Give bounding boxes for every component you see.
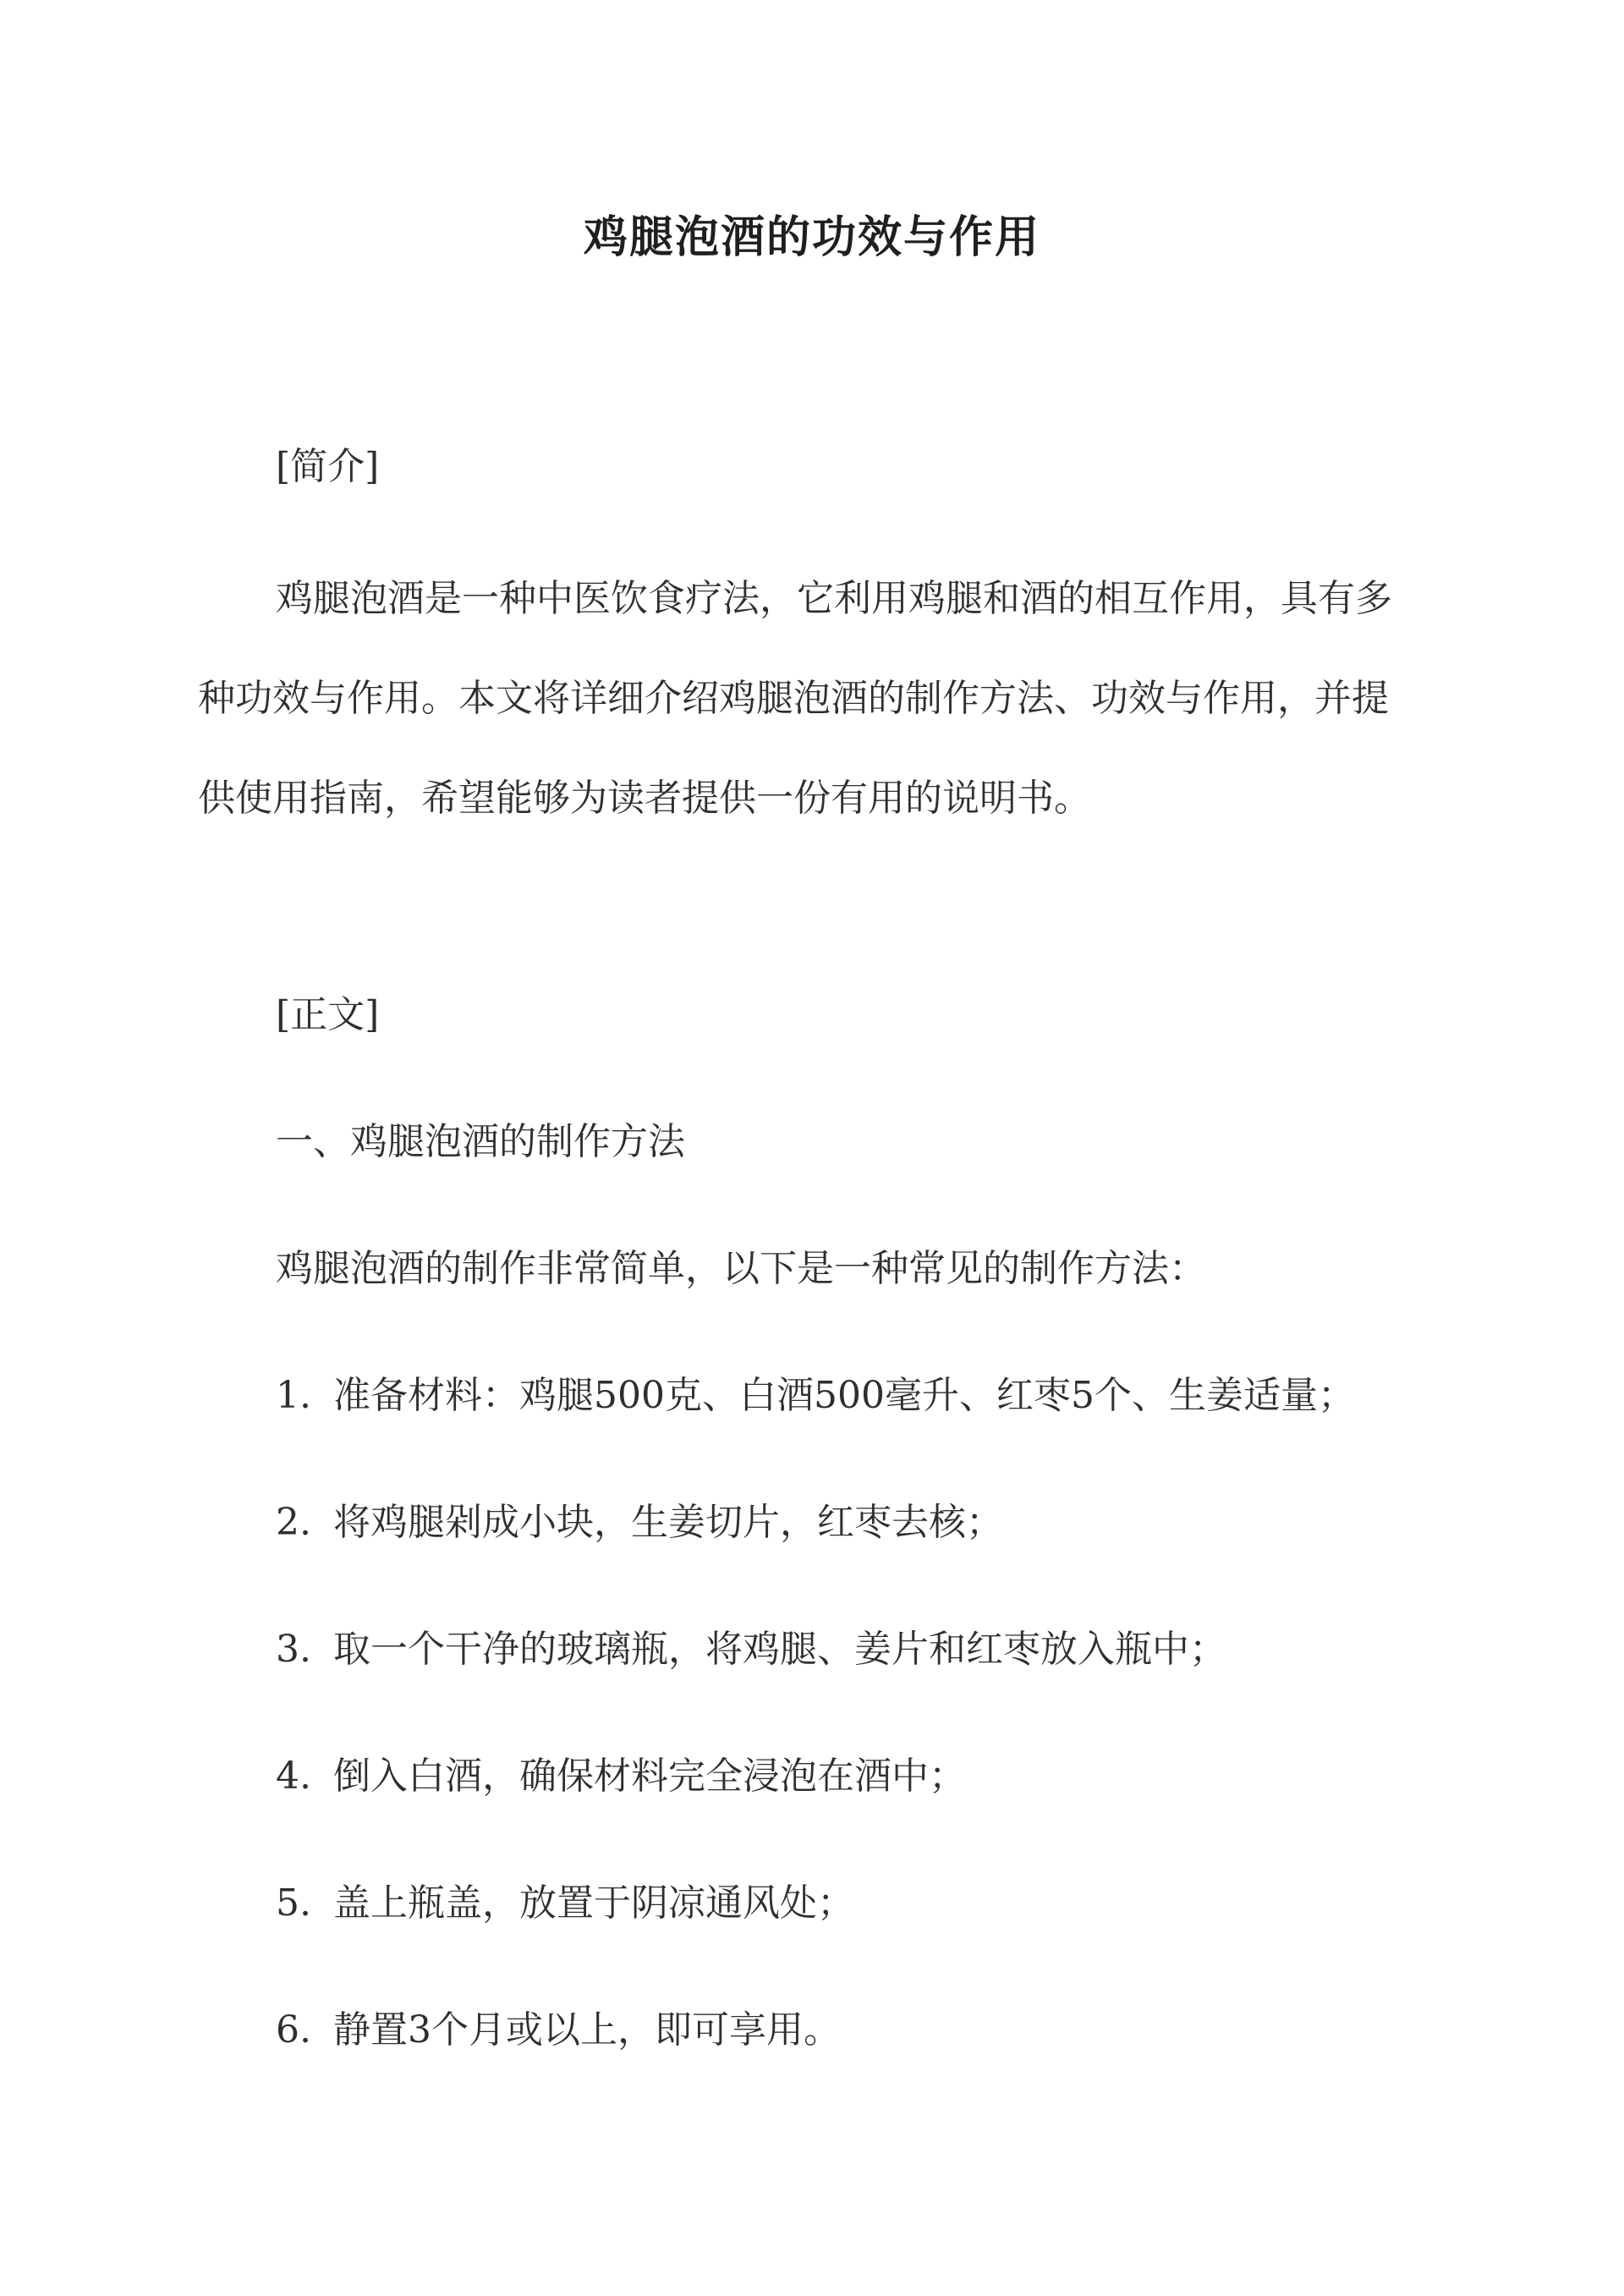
intro-line-1: 鸡腿泡酒是一种中医饮食疗法，它利用鸡腿和酒的相互作用，具有多	[276, 577, 1392, 620]
step-item	[276, 1751, 966, 1802]
step-number: 1.	[276, 1374, 311, 1417]
body-heading: [正文]	[276, 993, 380, 1036]
step-number: 5.	[276, 1881, 311, 1925]
step-item	[276, 1497, 1003, 1548]
step-item	[276, 1878, 854, 1929]
section-1-intro: 鸡腿泡酒的制作非常简单，以下是一种常见的制作方法：	[276, 1247, 1206, 1290]
step-text: 准备材料：鸡腿500克、白酒500毫升、红枣5个、生姜适量；	[333, 1374, 1355, 1417]
step-item	[276, 2005, 841, 2056]
step-text: 静置3个月或以上，即可享用。	[333, 2008, 841, 2052]
step-text: 盖上瓶盖，放置于阴凉通风处；	[333, 1881, 854, 1925]
step-text: 将鸡腿剁成小块，生姜切片，红枣去核；	[333, 1501, 1003, 1544]
step-number: 4.	[276, 1755, 311, 1798]
intro-line-3: 供使用指南，希望能够为读者提供一份有用的说明书。	[198, 777, 1091, 820]
step-item	[276, 1370, 1355, 1421]
step-number: 3.	[276, 1628, 311, 1671]
document-title: 鸡腿泡酒的功效与作用	[583, 211, 1040, 263]
section-1-heading: 一、鸡腿泡酒的制作方法	[276, 1120, 685, 1163]
step-text: 取一个干净的玻璃瓶，将鸡腿、姜片和红枣放入瓶中；	[333, 1628, 1226, 1671]
intro-heading: [简介]	[276, 445, 380, 488]
intro-line-2: 种功效与作用。本文将详细介绍鸡腿泡酒的制作方法、功效与作用，并提	[198, 677, 1389, 720]
step-item	[276, 1624, 1226, 1675]
step-number: 2.	[276, 1501, 311, 1544]
step-number: 6.	[276, 2008, 311, 2052]
step-text: 倒入白酒，确保材料完全浸泡在酒中；	[333, 1755, 966, 1798]
